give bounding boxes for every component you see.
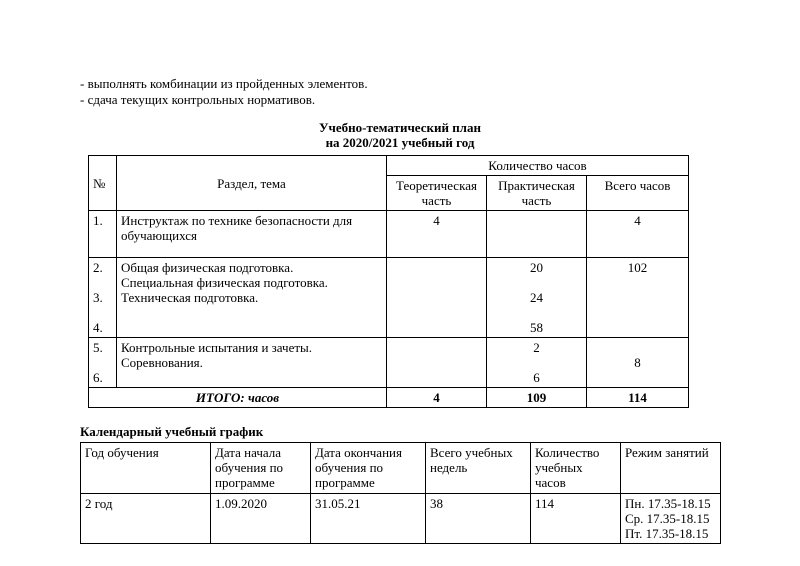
plan-row-2 xyxy=(89,258,689,338)
cell-line xyxy=(93,355,112,370)
plan-row-3 xyxy=(89,338,689,388)
calendar-cell-start-date: 1.09.2020 xyxy=(211,494,311,544)
plan-header-theory: Теоретическая часть xyxy=(387,176,487,211)
plan-total-theory: 4 xyxy=(387,388,487,408)
plan-row3-num xyxy=(89,338,117,388)
cell-line: 58 xyxy=(530,320,543,335)
cell-line: Ср. 17.35-18.15 xyxy=(625,511,710,526)
calendar-cell-schedule xyxy=(621,494,721,544)
plan-row2-theory xyxy=(387,258,487,338)
calendar-header-schedule: Режим занятий xyxy=(621,443,721,494)
cell-line: 2 xyxy=(533,340,540,355)
plan-title xyxy=(80,120,720,150)
calendar-cell-end-date: 31.05.21 xyxy=(311,494,426,544)
plan-header-num: № xyxy=(89,156,117,211)
calendar-cell-hours: 114 xyxy=(531,494,621,544)
intro-line: - выполнять комбинации из пройденных элементов. xyxy=(80,76,368,91)
calendar-data-row xyxy=(81,494,721,544)
cell-line xyxy=(491,275,582,290)
calendar-cell-weeks: 38 xyxy=(426,494,531,544)
cell-line: Общая физическая подготовка. xyxy=(121,260,294,275)
cell-line: Соревнования. xyxy=(121,355,203,370)
cell-line: 6. xyxy=(93,370,103,385)
cell-line: 6 xyxy=(533,370,540,385)
plan-header-total: Всего часов xyxy=(587,176,689,211)
cell-line: 3. xyxy=(93,290,103,305)
plan-row3-practice xyxy=(487,338,587,388)
cell-line: Контрольные испытания и зачеты. xyxy=(121,340,313,355)
cell-line: Техническая подготовка. xyxy=(121,290,259,305)
cell-line xyxy=(93,275,112,290)
plan-row1-total: 4 xyxy=(587,211,689,258)
plan-row3-theory xyxy=(387,338,487,388)
plan-row3-section xyxy=(117,338,387,388)
calendar-header-end-date: Дата окончания обучения по программе xyxy=(311,443,426,494)
cell-line xyxy=(491,355,582,370)
plan-title-line1: Учебно-тематический план xyxy=(319,120,481,135)
calendar-cell-year: 2 год xyxy=(81,494,211,544)
cell-line: 20 xyxy=(530,260,543,275)
plan-total-total: 114 xyxy=(587,388,689,408)
calendar-header-weeks: Всего учебных недель xyxy=(426,443,531,494)
plan-row-1 xyxy=(89,211,689,258)
calendar-header-row xyxy=(81,443,721,494)
calendar-header-start-date: Дата начала обучения по программе xyxy=(211,443,311,494)
plan-title-line2: на 2020/2021 учебный год xyxy=(325,135,475,150)
plan-header-practice: Практическая часть xyxy=(487,176,587,211)
plan-header-row-1 xyxy=(89,156,689,176)
calendar-heading: Календарный учебный график xyxy=(80,424,264,439)
cell-line: 5. xyxy=(93,340,103,355)
plan-total-row xyxy=(89,388,689,408)
plan-row2-section xyxy=(117,258,387,338)
intro-line: - сдача текущих контрольных нормативов. xyxy=(80,92,316,107)
plan-row1-practice xyxy=(487,211,587,258)
plan-total-practice: 109 xyxy=(487,388,587,408)
cell-line: 24 xyxy=(530,290,543,305)
cell-line: Пн. 17.35-18.15 xyxy=(625,496,711,511)
plan-total-label: ИТОГО: часов xyxy=(89,388,387,408)
cell-line: Пт. 17.35-18.15 xyxy=(625,526,709,541)
plan-row2-total: 102 xyxy=(587,258,689,338)
plan-row1-section: Инструктаж по технике безопасности для обучающихся xyxy=(117,211,387,258)
cell-line xyxy=(491,305,582,320)
plan-header-hours-group: Количество часов xyxy=(387,156,689,176)
plan-table xyxy=(88,155,689,408)
plan-row1-num: 1. xyxy=(89,211,117,258)
cell-line: Специальная физическая подготовка. xyxy=(121,275,328,290)
plan-header-section: Раздел, тема xyxy=(117,156,387,211)
calendar-table xyxy=(80,442,721,544)
plan-row2-num xyxy=(89,258,117,338)
plan-row2-practice xyxy=(487,258,587,338)
calendar-header-year: Год обучения xyxy=(81,443,211,494)
intro-section xyxy=(80,76,720,108)
cell-line: 4. xyxy=(93,320,103,335)
cell-line xyxy=(93,305,112,320)
plan-row1-theory: 4 xyxy=(387,211,487,258)
plan-row3-total: 8 xyxy=(587,338,689,388)
calendar-header-hours: Количество учебных часов xyxy=(531,443,621,494)
cell-line: 2. xyxy=(93,260,103,275)
